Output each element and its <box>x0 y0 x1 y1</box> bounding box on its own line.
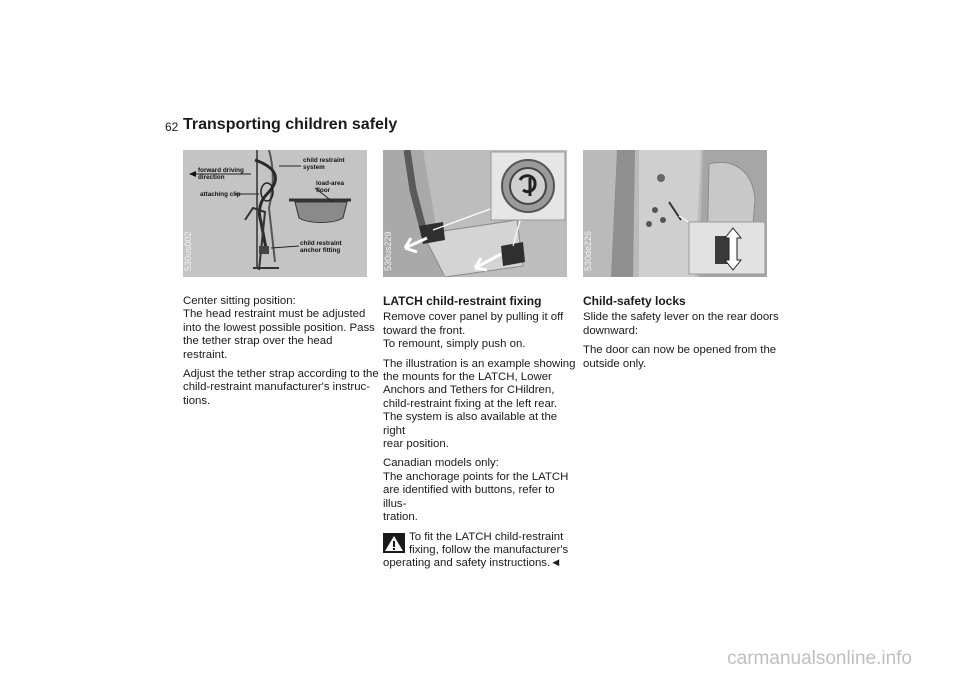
label-load-area-floor: load-area <box>316 180 344 187</box>
text-line: The door can now be opened from the <box>583 344 777 357</box>
label-child-restraint-system: child restraint <box>303 157 345 164</box>
column-latch <box>383 295 579 571</box>
latch-mounts-figure <box>383 150 567 277</box>
text-line: toward the front. <box>383 324 466 337</box>
text-line: tions. <box>183 394 211 407</box>
figure-code: 530de226 <box>583 230 593 271</box>
warning-triangle-icon <box>383 533 405 553</box>
label-attaching-clip: attaching clip <box>200 191 241 198</box>
text-line: rear position. <box>383 438 449 451</box>
latch-heading: LATCH child-restraint fixing <box>383 294 542 308</box>
text-line: Center sitting position: <box>183 295 296 307</box>
label-child-restraint-system-2: system <box>303 164 325 171</box>
slide-lever-paragraph <box>583 311 779 338</box>
column-head-restraint <box>183 295 379 414</box>
text-line: The head restraint must be adjusted <box>183 308 366 321</box>
text-line: To fit the LATCH child-restraint <box>409 530 564 543</box>
warning-note <box>383 531 579 571</box>
text-line: tration. <box>383 511 418 524</box>
door-opening-paragraph <box>583 344 779 371</box>
label-forward-direction: forward driving <box>198 167 244 174</box>
text-line: Remove cover panel by pulling it off <box>383 311 564 324</box>
canadian-models-paragraph <box>383 457 579 524</box>
page-number: 62 <box>165 120 179 134</box>
text-line: Adjust the tether strap according to the <box>183 368 379 381</box>
text-line: the mounts for the LATCH, Lower <box>383 371 552 384</box>
figure-code: 530us229 <box>383 231 393 271</box>
label-anchor-fitting: child restraint <box>300 240 342 247</box>
latch-mounts-illustration <box>383 150 567 277</box>
text-line: the tether strap over the head restraint. <box>183 335 333 361</box>
text-line: The system is also available at the right <box>383 411 558 437</box>
text-line: are identified with buttons, refer to illus- <box>383 484 555 510</box>
text-line: child-restraint fixing at the left rear. <box>383 397 558 410</box>
text-line: Canadian models only: <box>383 457 499 470</box>
page-title: Transporting children safely <box>183 116 398 133</box>
text-line: Anchors and Tethers for CHildren, <box>383 384 555 397</box>
watermark: carmanualsonline.info <box>727 648 912 669</box>
text-line: into the lowest possible position. Pass <box>183 321 375 334</box>
text-line: child-restraint manufacturer's instruc- <box>183 381 371 394</box>
text-line: operating and safety instructions.◄ <box>383 557 562 570</box>
label-load-area-floor-2: floor <box>316 187 330 194</box>
tether-strap-paragraph <box>183 368 379 408</box>
tether-strap-figure <box>183 150 367 277</box>
text-line: fixing, follow the manufacturer's <box>409 543 569 556</box>
tether-strap-illustration <box>183 150 367 277</box>
text-line: outside only. <box>583 357 647 370</box>
text-line: To remount, simply push on. <box>383 338 526 351</box>
text-line: The anchorage points for the LATCH <box>383 470 569 483</box>
child-safety-locks-heading: Child-safety locks <box>583 294 686 308</box>
child-safety-lock-figure <box>583 150 767 277</box>
text-line: The illustration is an example showing <box>383 357 576 370</box>
text-line: downward: <box>583 324 639 337</box>
column-child-safety-locks <box>583 295 779 377</box>
remove-cover-paragraph <box>383 311 579 351</box>
text-line: Slide the safety lever on the rear doors <box>583 311 779 324</box>
illustration-paragraph <box>383 358 579 452</box>
child-safety-lock-illustration <box>583 150 767 277</box>
figure-code: 530us002 <box>183 231 193 271</box>
label-forward-direction-2: direction <box>198 174 225 181</box>
center-seat-paragraph <box>183 295 379 362</box>
label-anchor-fitting-2: anchor fitting <box>300 247 341 254</box>
